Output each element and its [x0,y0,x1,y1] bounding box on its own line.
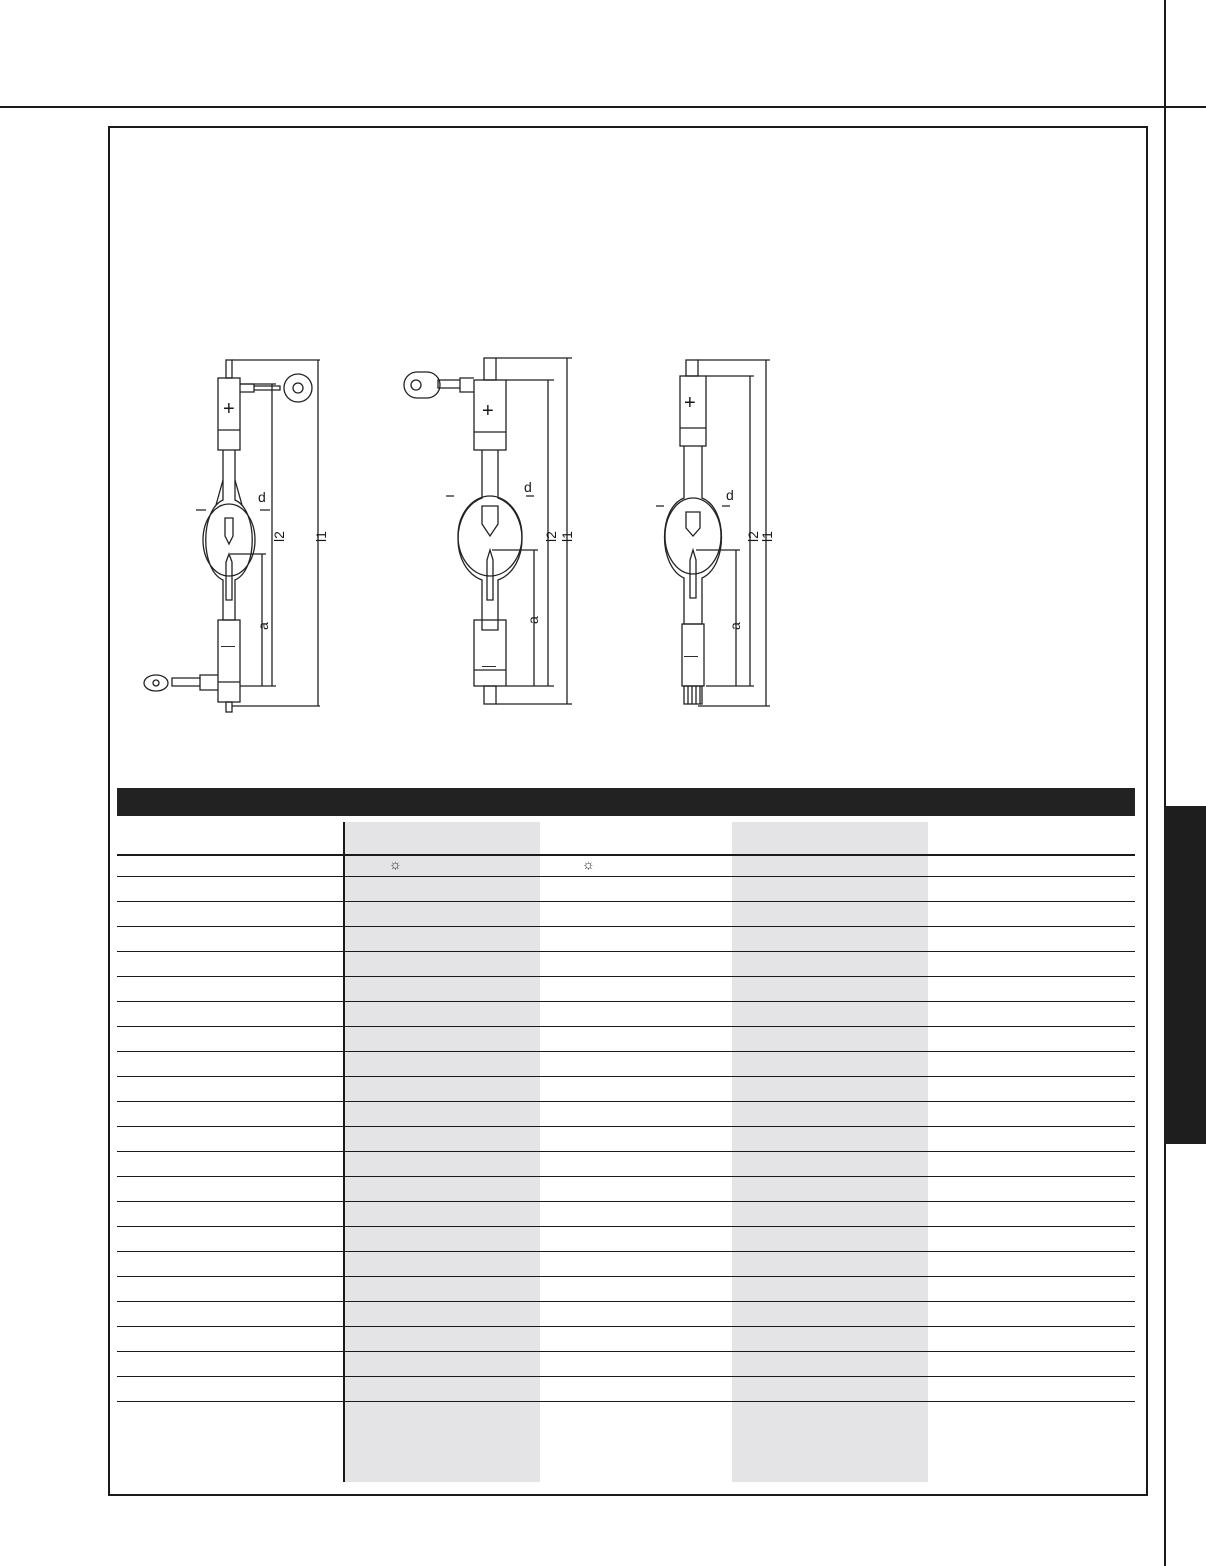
table-row-rule [117,876,1135,877]
section-tab [1165,806,1206,1144]
lamp-1-plus-label: + [223,398,235,420]
lamp-2-l2-label: l2 [543,531,559,542]
table-row-rule [117,926,1135,927]
top-rule [0,106,1206,108]
symbol-icon: ☼ [389,856,402,872]
table-column-divider [343,822,345,1482]
lamp-3-l2-label: l2 [745,531,761,542]
table-row-rule [117,1151,1135,1152]
lamp-1-minus-label: — [221,637,235,653]
right-rule [1164,0,1166,1566]
table-row-rule [117,1276,1135,1277]
table-row-rule [117,1251,1135,1252]
table-row-rule [117,901,1135,902]
symbol-icon: ☼ [582,856,595,872]
lamp-1-l2-label: l2 [271,531,287,542]
table-row-rule [117,854,1135,856]
table-row-rule [117,1326,1135,1327]
lamp-2-minus-label: — [482,657,496,673]
lamp-1-a-label: a [255,622,271,630]
table-row-rule [117,1051,1135,1052]
lamp-3-l1-label: l1 [759,531,775,542]
lamp-3-d-label: d [726,487,734,503]
table-row-rule [117,1301,1135,1302]
table-row-rule [117,1376,1135,1377]
table-row-rule [117,1226,1135,1227]
lamp-3-plus-label: + [684,392,696,414]
table-row-rule [117,1076,1135,1077]
table-row-rule [117,1101,1135,1102]
lamp-2-plus-label: + [482,400,494,422]
table-column-3-shade [732,822,928,1482]
lamp-1-d-label: d [258,489,266,505]
lamp-3-a-label: a [727,622,743,630]
lamp-2-a-label: a [525,616,541,624]
table-row-rule [117,1126,1135,1127]
table-row-rule [117,1176,1135,1177]
lamp-3-minus-label: — [684,647,698,663]
lamp-1-l1-label: l1 [313,531,329,542]
table-row-rule [117,1201,1135,1202]
lamp-2-d-label: d [524,479,532,495]
table-row-rule [117,1401,1135,1402]
table-row-rule [117,1001,1135,1002]
table-row-rule [117,1351,1135,1352]
table-row-rule [117,976,1135,977]
lamp-2-l1-label: l1 [559,531,575,542]
lamp-drawings [120,340,840,730]
table-column-1-shade [345,822,540,1482]
table-row-rule [117,951,1135,952]
table-row-rule [117,1026,1135,1027]
table-header-bar [117,788,1135,816]
